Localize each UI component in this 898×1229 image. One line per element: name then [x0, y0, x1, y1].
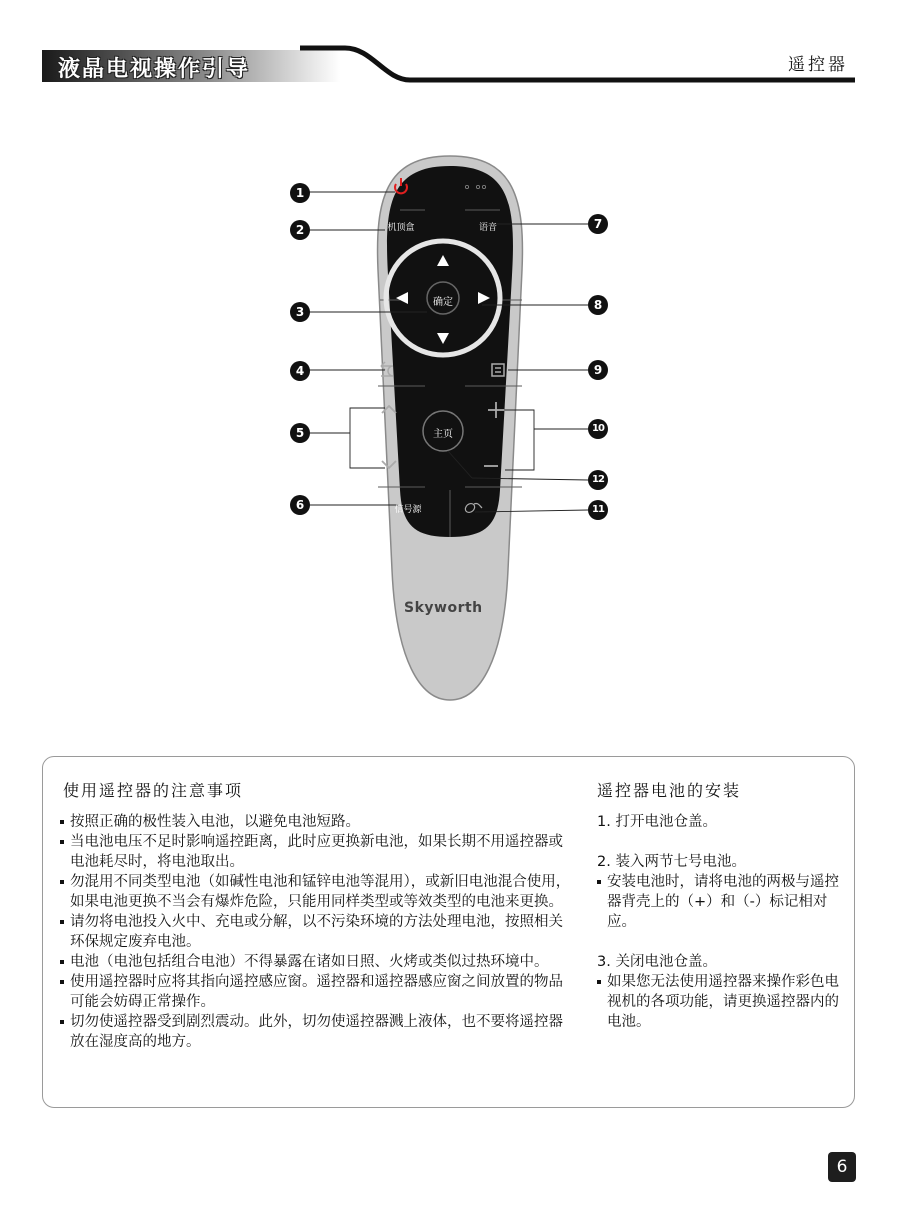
callout-11: 11 [588, 500, 608, 520]
list-item: 当电池电压不足时影响遥控距离，此时应更换新电池，如果长期不用遥控器或电池耗尽时，将电池取出。 [60, 832, 576, 872]
battery-steps [597, 812, 842, 1032]
battery-step-2-note: 安装电池时，请将电池的两极与遥控器背壳上的（+）和（-）标记相对应。 [597, 872, 842, 932]
list-item: 按照正确的极性装入电池，以避免电池短路。 [60, 812, 576, 832]
list-item: 使用遥控器时应将其指向遥控感应窗。遥控器和遥控器感应窗之间放置的物品可能会妨碍正常操作。 [60, 972, 576, 1012]
callout-12: 12 [588, 470, 608, 490]
notes-list [60, 812, 576, 1052]
callout-10: 10 [588, 419, 608, 439]
source-button-label: 信号源 [394, 505, 422, 515]
list-item: 电池（电池包括组合电池）不得暴露在诸如日照、火烤或类似过热环境中。 [60, 952, 576, 972]
brand-logo: Skyworth [404, 600, 483, 616]
callout-8: 8 [588, 295, 608, 315]
section-title: 遥控器 [788, 55, 848, 75]
callout-4: 4 [290, 361, 310, 381]
voice-button-label: 语音 [478, 223, 497, 233]
battery-step-1: 1. 打开电池仓盖。 [597, 814, 717, 830]
callout-6: 6 [290, 495, 310, 515]
page-header-title: 液晶电视操作引导 [58, 57, 251, 82]
callout-9: 9 [588, 360, 608, 380]
home-button-label: 主页 [433, 429, 453, 440]
list-item: 切勿使遥控器受到剧烈震动。此外，切勿使遥控器溅上液体，也不要将遥控器放在湿度高的地方。 [60, 1012, 576, 1052]
page-number: 6 [828, 1152, 856, 1182]
battery-step-3-note: 如果您无法使用遥控器来操作彩色电视机的各项功能，请更换遥控器内的电池。 [597, 972, 842, 1032]
battery-step-2: 2. 装入两节七号电池。 [597, 854, 746, 870]
list-item: 勿混用不同类型电池（如碱性电池和锰锌电池等混用），或新旧电池混合使用，如果电池更换不当会有爆炸危险，只能用同样类型或等效类型的电池来更换。 [60, 872, 576, 912]
notes-title: 使用遥控器的注意事项 [63, 781, 244, 800]
battery-step-3: 3. 关闭电池仓盖。 [597, 954, 717, 970]
callout-2: 2 [290, 220, 310, 240]
callout-7: 7 [588, 214, 608, 234]
callout-3: 3 [290, 302, 310, 322]
callout-1: 1 [290, 183, 310, 203]
ok-button-label: 确定 [433, 297, 453, 308]
callout-5: 5 [290, 423, 310, 443]
list-item: 请勿将电池投入火中、充电或分解，以不污染环境的方法处理电池，按照相关环保规定废弃电池。 [60, 912, 576, 952]
settop-box-button-label: 机顶盒 [387, 223, 415, 233]
battery-title: 遥控器电池的安装 [597, 781, 742, 800]
